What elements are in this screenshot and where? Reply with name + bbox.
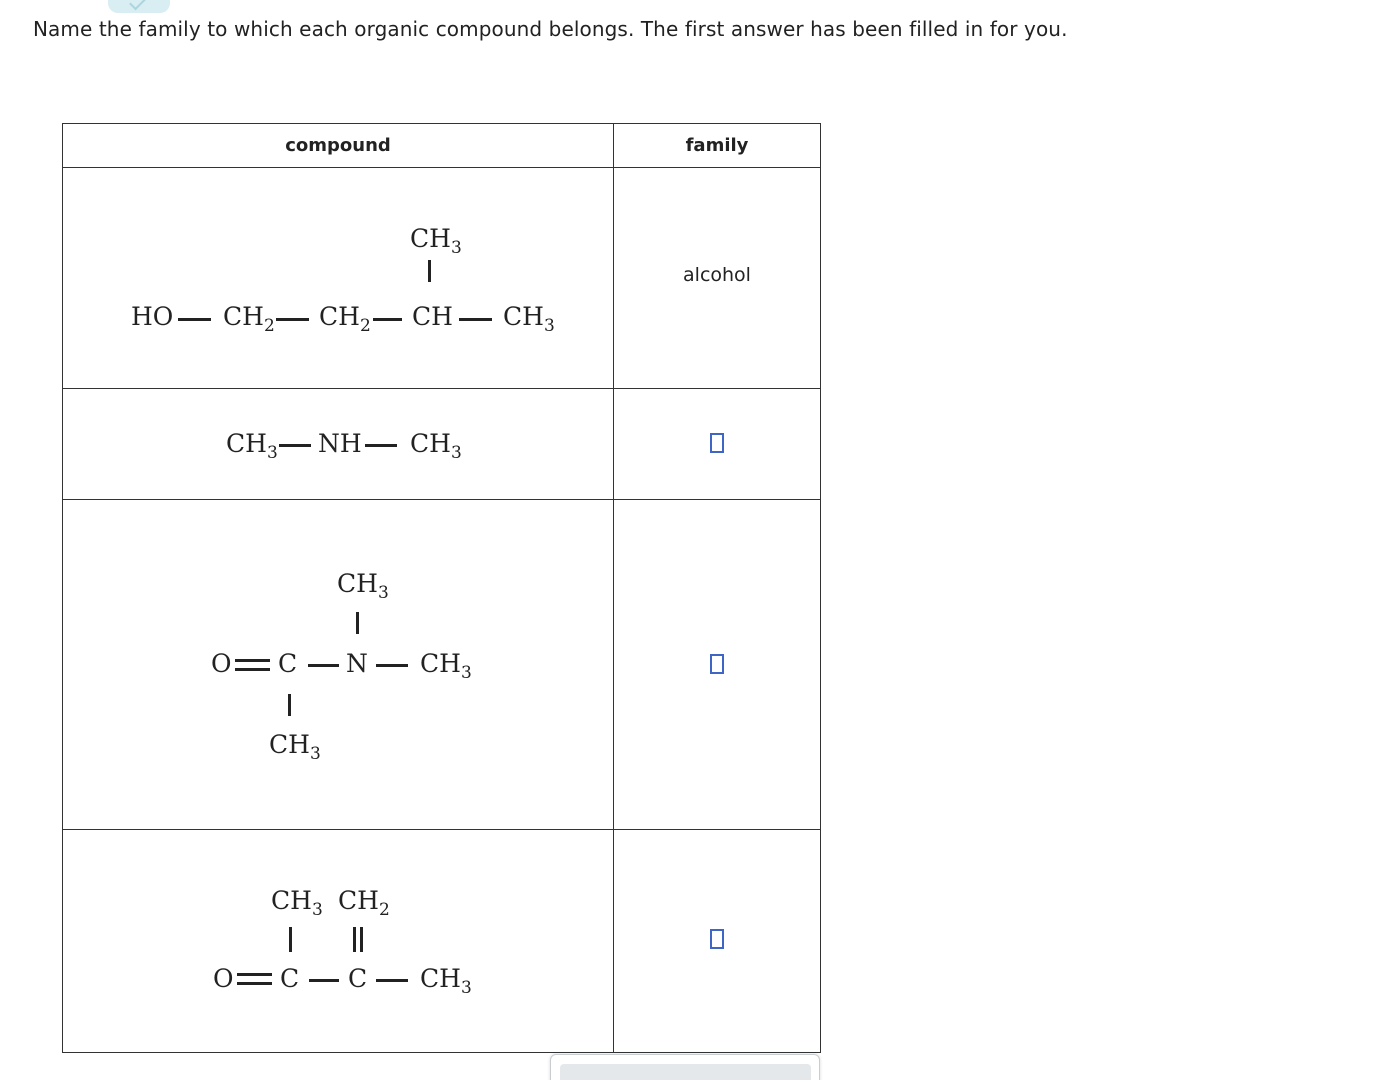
single-bond xyxy=(276,318,309,321)
table-row xyxy=(63,500,821,830)
family-answer-input-3[interactable] xyxy=(710,654,724,674)
atom-o: O xyxy=(211,649,232,678)
family-answer-alcohol: alcohol xyxy=(683,264,751,286)
substituent-ch2-top: $CH_2$ xyxy=(338,886,390,920)
atom-o: O xyxy=(213,964,234,993)
family-cell-4 xyxy=(614,830,821,1053)
table-row xyxy=(63,830,821,1053)
group-ch3-end: $CH_3$ xyxy=(420,964,472,998)
substituent-ch3-top: $CH_3$ xyxy=(271,886,323,920)
table-row xyxy=(63,389,821,500)
group-ch3-left: $CH_3$ xyxy=(226,429,278,463)
header-family: family xyxy=(614,124,821,168)
group-nh: NH xyxy=(318,429,362,458)
double-bond-vertical-2 xyxy=(360,927,363,952)
compound-cell-2 xyxy=(63,389,614,500)
single-bond xyxy=(376,664,408,667)
atom-c-1: C xyxy=(280,964,300,993)
group-ch3-right: $CH_3$ xyxy=(410,429,462,463)
double-bond-vertical-1 xyxy=(353,927,356,952)
family-cell-2 xyxy=(614,389,821,500)
bottom-panel-button[interactable] xyxy=(560,1064,811,1080)
bottom-action-panel xyxy=(550,1054,820,1080)
substituent-ch3-top: $CH_3$ xyxy=(410,224,462,258)
family-cell-1 xyxy=(614,168,821,389)
atom-c: C xyxy=(278,649,298,678)
double-bond-line-1 xyxy=(237,973,272,976)
family-cell-3 xyxy=(614,500,821,830)
substituent-ch3-top: $CH_3$ xyxy=(337,569,389,603)
single-bond-vertical xyxy=(289,927,292,952)
instructions-text: Name the family to which each organic compound belongs. The first answer has been filled in for you. xyxy=(33,17,1068,41)
single-bond xyxy=(373,318,402,321)
group-ch: CH xyxy=(412,302,453,331)
header-compound: compound xyxy=(63,124,614,168)
compound-cell-4 xyxy=(63,830,614,1053)
double-bond-line-2 xyxy=(237,982,272,985)
compound-cell-3 xyxy=(63,500,614,830)
single-bond xyxy=(459,318,492,321)
group-ch2-a: $CH_2$ xyxy=(223,302,275,336)
table-row xyxy=(63,168,821,389)
single-bond-vertical xyxy=(288,694,291,716)
double-bond-line-1 xyxy=(235,659,270,662)
top-tab[interactable] xyxy=(108,0,170,13)
substituent-ch3-bottom: $CH_3$ xyxy=(269,730,321,764)
single-bond xyxy=(279,444,311,447)
double-bond-line-2 xyxy=(235,668,270,671)
single-bond xyxy=(308,664,339,667)
group-ch3-end: $CH_3$ xyxy=(503,302,555,336)
atom-n: N xyxy=(346,649,368,678)
group-ch3-end: $CH_3$ xyxy=(420,649,472,683)
single-bond xyxy=(178,318,211,321)
single-bond-vertical xyxy=(356,612,359,634)
compound-cell-1 xyxy=(63,168,614,389)
family-answer-input-2[interactable] xyxy=(710,433,724,453)
atom-ho: HO xyxy=(131,302,174,331)
group-ch2-b: $CH_2$ xyxy=(319,302,371,336)
family-answer-input-4[interactable] xyxy=(710,929,724,949)
compound-family-table xyxy=(62,123,821,1053)
single-bond xyxy=(365,444,397,447)
atom-c-2: C xyxy=(348,964,368,993)
single-bond xyxy=(376,979,408,982)
single-bond xyxy=(309,979,339,982)
single-bond-vertical xyxy=(428,260,431,282)
